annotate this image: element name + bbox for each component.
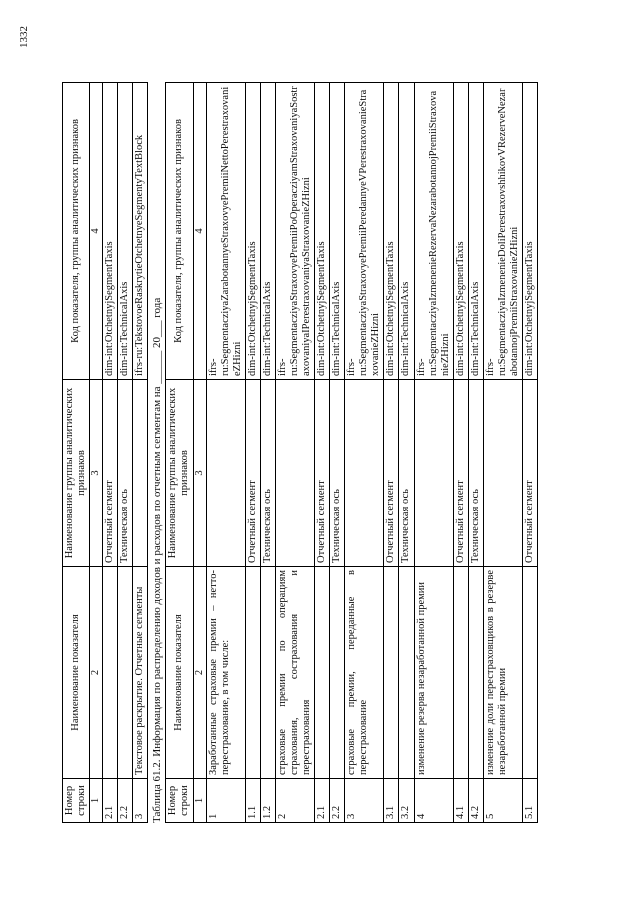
group-name-cell bbox=[206, 380, 245, 567]
table-row bbox=[468, 83, 483, 823]
group-name-cell: Отчетный сегмент bbox=[315, 380, 330, 567]
table-row bbox=[245, 83, 260, 823]
header-group-name: Наименование группы аналитических признаков bbox=[166, 380, 193, 567]
code-cell: ifrs-ru:TekstovoeRaskrytieOtchetnyeSegmentyTextBlock bbox=[133, 83, 148, 380]
table-row bbox=[330, 83, 345, 823]
code-cell: dim-int:OtchetnyjSegmentTaxis bbox=[315, 83, 330, 380]
code-cell: dim-int:TechnicalAxis bbox=[468, 83, 483, 380]
indicator-name-cell: Текстовое раскрытие. Отчетные сегменты bbox=[133, 567, 148, 779]
column-index: 4 bbox=[193, 83, 206, 380]
row-number-cell: 2.1 bbox=[103, 779, 118, 823]
table-row bbox=[523, 83, 538, 823]
row-number-cell: 2 bbox=[275, 779, 314, 823]
group-name-cell: Техническая ось bbox=[260, 380, 275, 567]
column-index: 4 bbox=[90, 83, 103, 380]
table-header-row bbox=[166, 83, 193, 823]
indicator-name-cell bbox=[245, 567, 260, 779]
header-indicator-name: Наименование показателя bbox=[166, 567, 193, 779]
header-row-number: Номер строки bbox=[63, 779, 90, 823]
group-name-cell: Отчетный сегмент bbox=[384, 380, 399, 567]
group-name-cell bbox=[483, 380, 522, 567]
table-header-row bbox=[63, 83, 90, 823]
row-number-cell: 3.2 bbox=[399, 779, 414, 823]
table-title: Таблица 61.2. Информация по распределению доходов и расходов по отчетным сегментам на ______ 20___ года bbox=[151, 297, 164, 823]
row-number-cell: 4 bbox=[414, 779, 453, 823]
group-name-cell: Отчетный сегмент bbox=[103, 380, 118, 567]
indicator-name-cell: изменение резерва незаработанной премии bbox=[414, 567, 453, 779]
group-name-cell: Техническая ось bbox=[118, 380, 133, 567]
code-cell: ifrs-ru:SegmentacziyaIzmenenieDoliPerestraxovshhikovVRezerveNezarabotannojPremiiStraxovanieZHizni bbox=[483, 83, 522, 380]
table-row bbox=[133, 83, 148, 823]
code-cell: dim-int:OtchetnyjSegmentTaxis bbox=[523, 83, 538, 380]
column-index: 1 bbox=[193, 779, 206, 823]
group-name-cell: Отчетный сегмент bbox=[245, 380, 260, 567]
code-cell: ifrs-ru:SegmentacziyaZarabotannyeStraxovyePremiiNettoPerestraxovanieZHizni bbox=[206, 83, 245, 380]
row-number-cell: 1.1 bbox=[245, 779, 260, 823]
group-name-cell bbox=[275, 380, 314, 567]
row-number-cell: 3 bbox=[345, 779, 384, 823]
column-index: 3 bbox=[90, 380, 103, 567]
group-name-cell bbox=[414, 380, 453, 567]
column-index: 3 bbox=[193, 380, 206, 567]
code-cell: dim-int:TechnicalAxis bbox=[399, 83, 414, 380]
indicator-name-cell: страховые премии, переданные в перестрахование bbox=[345, 567, 384, 779]
table-row bbox=[103, 83, 118, 823]
row-number-cell: 1 bbox=[206, 779, 245, 823]
row-number-cell: 4.1 bbox=[453, 779, 468, 823]
indicator-name-cell bbox=[260, 567, 275, 779]
table-row bbox=[260, 83, 275, 823]
header-group-name: Наименование группы аналитических признаков bbox=[63, 380, 90, 567]
distribution-table-body bbox=[206, 83, 538, 823]
code-cell: ifrs-ru:SegmentacziyaIzmenenieRezervaNezarabotannojPremiiStraxovanieZHizni bbox=[414, 83, 453, 380]
code-cell: ifrs-ru:SegmentacziyaStraxovyePremiiPeredannyeVPerestraxovanieStraxovanieZHizni bbox=[345, 83, 384, 380]
table-row bbox=[206, 83, 245, 823]
code-cell: dim-int:TechnicalAxis bbox=[118, 83, 133, 380]
table-row bbox=[275, 83, 314, 823]
code-cell: dim-int:OtchetnyjSegmentTaxis bbox=[245, 83, 260, 380]
indicator-name-cell: Заработанные страховые премии – нетто-перестрахование, в том числе: bbox=[206, 567, 245, 779]
column-index-row bbox=[90, 83, 103, 823]
row-number-cell: 3 bbox=[133, 779, 148, 823]
code-cell: dim-int:OtchetnyjSegmentTaxis bbox=[103, 83, 118, 380]
column-index: 1 bbox=[90, 779, 103, 823]
distribution-table bbox=[165, 82, 538, 823]
group-name-cell: Отчетный сегмент bbox=[523, 380, 538, 567]
column-index: 2 bbox=[90, 567, 103, 779]
group-name-cell: Техническая ось bbox=[468, 380, 483, 567]
table-row bbox=[384, 83, 399, 823]
page-content bbox=[62, 83, 538, 823]
row-number-cell: 2.2 bbox=[330, 779, 345, 823]
segments-table-body bbox=[103, 83, 148, 823]
row-number-cell: 3.1 bbox=[384, 779, 399, 823]
row-number-cell: 2.2 bbox=[118, 779, 133, 823]
row-number-cell: 2.1 bbox=[315, 779, 330, 823]
table-row bbox=[399, 83, 414, 823]
group-name-cell bbox=[133, 380, 148, 567]
indicator-name-cell bbox=[315, 567, 330, 779]
code-cell: dim-int:TechnicalAxis bbox=[330, 83, 345, 380]
indicator-name-cell bbox=[384, 567, 399, 779]
group-name-cell bbox=[345, 380, 384, 567]
segments-table bbox=[62, 82, 148, 823]
table-row bbox=[453, 83, 468, 823]
indicator-name-cell: страховые премии по операциям страхования, сострахования и перестрахования bbox=[275, 567, 314, 779]
page-number: 1332 bbox=[18, 26, 30, 48]
code-cell: dim-int:TechnicalAxis bbox=[260, 83, 275, 380]
header-code: Код показателя, группы аналитических признаков bbox=[166, 83, 193, 380]
group-name-cell: Техническая ось bbox=[399, 380, 414, 567]
indicator-name-cell bbox=[523, 567, 538, 779]
table-row bbox=[345, 83, 384, 823]
indicator-name-cell bbox=[103, 567, 118, 779]
header-code: Код показателя, группы аналитических признаков bbox=[63, 83, 90, 380]
header-indicator-name: Наименование показателя bbox=[63, 567, 90, 779]
code-cell: ifrs-ru:SegmentacziyaStraxovyePremiiPoOperacziyamStraxovaniyaSostraxovaniyaIPerestraxovaniyaStraxovanieZHizni bbox=[275, 83, 314, 380]
group-name-cell: Техническая ось bbox=[330, 380, 345, 567]
table-row bbox=[315, 83, 330, 823]
column-index: 2 bbox=[193, 567, 206, 779]
indicator-name-cell bbox=[453, 567, 468, 779]
row-number-cell: 5.1 bbox=[523, 779, 538, 823]
header-row-number: Номер строки bbox=[166, 779, 193, 823]
code-cell: dim-int:OtchetnyjSegmentTaxis bbox=[384, 83, 399, 380]
group-name-cell: Отчетный сегмент bbox=[453, 380, 468, 567]
row-number-cell: 1.2 bbox=[260, 779, 275, 823]
table-row bbox=[414, 83, 453, 823]
indicator-name-cell bbox=[118, 567, 133, 779]
row-number-cell: 4.2 bbox=[468, 779, 483, 823]
code-cell: dim-int:OtchetnyjSegmentTaxis bbox=[453, 83, 468, 380]
row-number-cell: 5 bbox=[483, 779, 522, 823]
indicator-name-cell bbox=[468, 567, 483, 779]
table-row bbox=[483, 83, 522, 823]
indicator-name-cell bbox=[330, 567, 345, 779]
column-index-row bbox=[193, 83, 206, 823]
indicator-name-cell: изменение доли перестраховщиков в резерве незаработанной премии bbox=[483, 567, 522, 779]
table-row bbox=[118, 83, 133, 823]
indicator-name-cell bbox=[399, 567, 414, 779]
